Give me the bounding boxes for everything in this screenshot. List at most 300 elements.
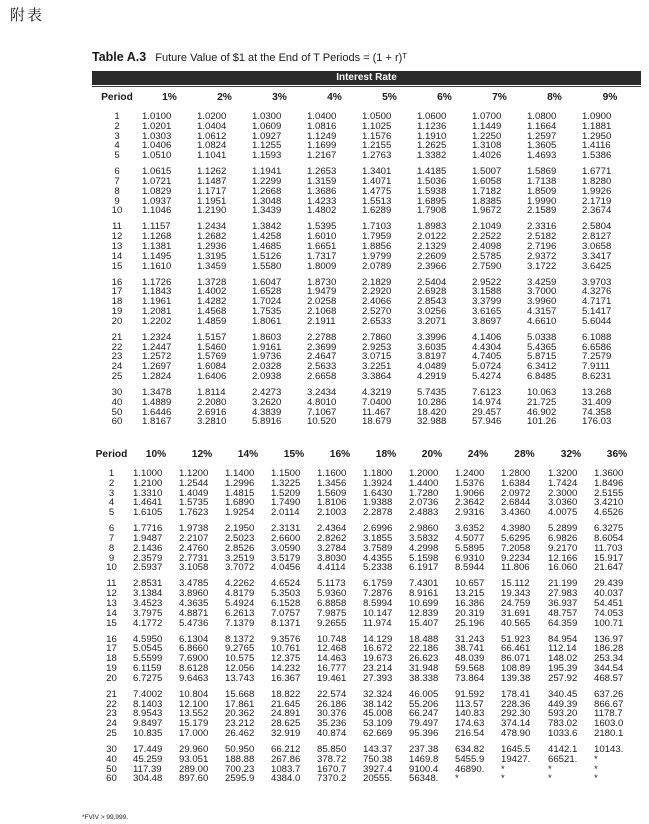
value-cell: 6.3412 <box>527 361 557 373</box>
period-cell: 18 <box>111 296 123 308</box>
value-cell: 66.212 <box>271 743 301 755</box>
value-cell: 2.9316 <box>455 507 485 519</box>
value-cell: 1.5157 <box>197 331 227 343</box>
value-cell: 3.5179 <box>271 552 301 564</box>
value-cell: 1.8009 <box>307 260 337 272</box>
value-cell: 86.071 <box>501 653 531 665</box>
value-cell: 31.243 <box>455 633 485 645</box>
footnote: *FVIV > 99,999. <box>82 814 129 821</box>
value-cell: 1.2763 <box>362 150 392 162</box>
value-cell: 7.9111 <box>582 361 610 373</box>
period-cell: 24 <box>111 361 123 373</box>
value-cell: 1.5209 <box>271 487 301 499</box>
value-cell: 1.1381 <box>142 240 172 252</box>
value-cell: 378.72 <box>317 753 347 765</box>
value-cell: 16.672 <box>363 643 393 655</box>
value-cell: 1083.7 <box>271 763 301 775</box>
value-cell: 1.1200 <box>179 467 209 479</box>
value-cell: 1.3108 <box>472 140 502 152</box>
value-cell: 3.4360 <box>501 507 531 519</box>
value-cell: 38.741 <box>455 643 485 655</box>
value-cell: 1.7716 <box>133 523 163 535</box>
period-cell: 9 <box>108 552 115 564</box>
value-cell: 2.6600 <box>271 532 301 544</box>
value-cell: 23.212 <box>225 718 255 730</box>
value-cell: 32.324 <box>363 688 393 700</box>
value-cell: 1.7024 <box>252 296 282 308</box>
value-cell: 1.2155 <box>362 140 392 152</box>
value-cell: 2.9253 <box>362 341 392 353</box>
value-cell: 1.1593 <box>252 150 282 162</box>
value-cell: 1.9254 <box>225 507 255 519</box>
value-cell: 304.48 <box>133 773 163 785</box>
value-cell: 1.0303 <box>142 130 172 142</box>
value-cell: 2.4760 <box>179 542 209 554</box>
value-cell: 1.4775 <box>362 185 392 197</box>
period-cell: 21 <box>106 688 117 700</box>
value-cell: 59.568 <box>455 663 485 675</box>
value-cell: 4.3157 <box>527 306 557 318</box>
header-rate: 18% <box>375 449 397 460</box>
value-cell: 1.2202 <box>142 315 172 327</box>
value-cell: 10.657 <box>455 578 485 590</box>
value-cell: 4.4114 <box>317 562 346 574</box>
value-cell: 1670.7 <box>317 763 347 775</box>
value-cell: 1.0404 <box>197 120 227 132</box>
value-cell: 13.743 <box>225 672 255 684</box>
value-cell: 1.8061 <box>252 315 282 327</box>
value-cell: 14.129 <box>363 633 393 645</box>
value-cell: 1.0700 <box>472 110 502 122</box>
value-cell: 51.923 <box>501 633 531 645</box>
value-cell: 4.3839 <box>252 406 282 418</box>
value-cell: 7370.2 <box>317 773 347 785</box>
value-cell: * <box>594 763 598 775</box>
divider <box>92 86 641 87</box>
value-cell: 1.9926 <box>582 185 612 197</box>
header-rate: 20% <box>421 449 443 460</box>
value-cell: 1.2400 <box>455 467 485 479</box>
value-cell: 5.6295 <box>501 532 531 544</box>
value-cell: 2.8531 <box>133 578 163 590</box>
value-cell: 1.1236 <box>417 120 447 132</box>
value-cell: 1.4641 <box>133 497 163 509</box>
value-cell: 1.8496 <box>594 477 624 489</box>
value-cell: 637.26 <box>594 688 624 700</box>
value-cell: 12.375 <box>271 653 301 665</box>
value-cell: 1.6528 <box>252 286 282 298</box>
value-cell: 1.0824 <box>197 140 227 152</box>
value-cell: 1.6771 <box>582 166 612 178</box>
value-cell: 1.1500 <box>271 467 301 479</box>
value-cell: 5.1417 <box>582 306 612 318</box>
value-cell: 1.8114 <box>197 386 226 398</box>
header-rate: 32% <box>560 449 582 460</box>
value-cell: 1.2824 <box>142 371 172 383</box>
value-cell: 19.343 <box>501 588 531 600</box>
value-cell: 2.5023 <box>225 532 255 544</box>
value-cell: 8.1403 <box>133 698 163 710</box>
value-cell: 13.552 <box>179 708 209 720</box>
value-cell: 7.9875 <box>317 607 347 619</box>
value-cell: 2.1003 <box>317 507 347 519</box>
header-rate: 36% <box>606 449 628 460</box>
period-cell: 23 <box>106 708 117 720</box>
period-cell: 17 <box>106 643 117 655</box>
value-cell: 2.0736 <box>409 497 439 509</box>
period-cell: 24 <box>106 718 117 730</box>
value-cell: 1.4233 <box>307 195 337 207</box>
table-row <box>92 262 638 272</box>
header-rate: 1% <box>162 92 177 103</box>
value-cell: 4.3276 <box>582 286 612 298</box>
value-cell: 62.669 <box>363 728 393 740</box>
value-cell: 2.1329 <box>417 240 447 252</box>
value-cell: 1.3686 <box>307 185 337 197</box>
value-cell: 1.1843 <box>142 286 172 298</box>
value-cell: 40.874 <box>317 728 347 740</box>
value-cell: 1.2000 <box>409 467 439 479</box>
value-cell: 8.6231 <box>582 371 612 383</box>
value-cell: 2.0114 <box>271 507 300 519</box>
value-cell: 1.4185 <box>417 166 447 178</box>
value-cell: 3.6425 <box>582 260 612 272</box>
value-cell: 15.917 <box>594 552 624 564</box>
value-cell: 2.4364 <box>317 523 347 535</box>
period-cell: 1 <box>114 110 120 122</box>
value-cell: 186.28 <box>594 643 624 655</box>
value-cell: 8.1372 <box>225 633 255 645</box>
header-rate: 12% <box>191 449 213 460</box>
value-cell: 10.835 <box>133 728 163 740</box>
value-cell: 1.1255 <box>252 140 282 152</box>
value-cell: 2.2920 <box>362 286 392 298</box>
value-cell: 19.461 <box>317 672 347 684</box>
value-cell: 7.1379 <box>225 617 255 629</box>
value-cell: 101.26 <box>527 416 557 428</box>
value-cell: 4.5077 <box>455 532 485 544</box>
value-cell: 64.359 <box>548 617 578 629</box>
period-cell: 9 <box>114 195 120 207</box>
value-cell: 9.2765 <box>225 643 255 655</box>
table-row <box>92 317 638 327</box>
value-cell: 10.748 <box>317 633 347 645</box>
value-cell: 2.5937 <box>133 562 163 574</box>
value-cell: 1.7182 <box>472 185 502 197</box>
value-cell: 1.1610 <box>142 260 172 272</box>
value-cell: 1.4026 <box>472 150 502 162</box>
header-rate: 2% <box>217 92 232 103</box>
period-cell: 11 <box>112 221 122 233</box>
value-cell: 700.23 <box>225 763 255 775</box>
period-cell: 50 <box>106 763 117 775</box>
value-cell: 4.6526 <box>594 507 624 519</box>
value-cell: 2.6916 <box>197 406 227 418</box>
value-cell: 1.0100 <box>142 110 172 122</box>
value-cell: 1.4400 <box>409 477 439 489</box>
value-cell: 2.0789 <box>362 260 392 272</box>
value-cell: 1.2625 <box>417 140 447 152</box>
value-cell: 5.0724 <box>472 361 502 373</box>
value-cell: 1.1726 <box>142 276 172 288</box>
value-cell: 5.4365 <box>527 341 557 353</box>
value-cell: 1.1400 <box>225 467 255 479</box>
period-cell: 17 <box>111 286 123 298</box>
value-cell: 15.179 <box>179 718 209 730</box>
value-cell: 1.3048 <box>252 195 282 207</box>
value-cell: 1.2653 <box>307 166 337 178</box>
value-cell: 1.4693 <box>527 150 557 162</box>
value-cell: 2.1911 <box>307 315 336 327</box>
value-cell: 449.39 <box>548 698 578 710</box>
period-cell: 60 <box>111 416 123 428</box>
table-header-row <box>90 450 640 460</box>
value-cell: 1.1041 <box>197 150 227 162</box>
value-cell: 40.565 <box>501 617 531 629</box>
value-cell: 3.3864 <box>362 371 392 383</box>
value-cell: 1.1046 <box>142 205 172 217</box>
value-cell: 12.839 <box>409 607 439 619</box>
value-cell: 6.8660 <box>179 643 209 655</box>
value-cell: 4.4304 <box>472 341 502 353</box>
period-cell: 25 <box>106 728 117 740</box>
value-cell: 1.1699 <box>307 140 337 152</box>
value-cell: 2.5270 <box>362 306 392 318</box>
value-cell: 1.1025 <box>362 120 392 132</box>
value-cell: 1.2668 <box>252 185 282 197</box>
value-cell: 91.592 <box>455 688 485 700</box>
value-cell: 8.1371 <box>271 617 301 629</box>
value-cell: 2.0972 <box>501 487 531 499</box>
value-cell: 1.0900 <box>582 110 612 122</box>
value-cell: 2.1068 <box>307 306 337 318</box>
value-cell: * <box>501 763 505 775</box>
value-cell: 1.8509 <box>527 185 557 197</box>
value-cell: 45.008 <box>363 708 393 720</box>
value-cell: 11.467 <box>362 406 391 418</box>
value-cell: 73.864 <box>455 672 485 684</box>
value-cell: 9.2234 <box>501 552 531 564</box>
value-cell: 4142.1 <box>548 743 578 755</box>
value-cell: 1.4815 <box>225 487 255 499</box>
period-cell: 15 <box>106 617 117 629</box>
value-cell: 1.2936 <box>197 240 227 252</box>
value-cell: 6.8485 <box>527 371 557 383</box>
table-title <box>92 50 407 64</box>
value-cell: 7.2579 <box>582 351 612 363</box>
value-cell: 1.8167 <box>142 416 172 428</box>
period-cell: 19 <box>111 306 123 318</box>
value-cell: 20.362 <box>225 708 255 720</box>
header-rate: 4% <box>327 92 342 103</box>
value-cell: 3.2784 <box>317 542 347 554</box>
value-cell: 289.00 <box>179 763 209 775</box>
value-cell: 3.2071 <box>417 315 447 327</box>
value-cell: 1.2800 <box>501 467 531 479</box>
value-cell: 27.393 <box>363 672 393 684</box>
value-cell: 1.6047 <box>252 276 282 288</box>
value-cell: 1.5460 <box>197 341 227 353</box>
value-cell: 2.2107 <box>179 532 209 544</box>
value-cell: 17.861 <box>225 698 255 710</box>
value-cell: 35.236 <box>317 718 347 730</box>
value-cell: 5.2338 <box>363 562 393 574</box>
value-cell: 55.206 <box>409 698 439 710</box>
value-cell: 24.891 <box>271 708 301 720</box>
value-cell: 1.2167 <box>307 150 337 162</box>
value-cell: 1.1951 <box>197 195 227 207</box>
value-cell: 1645.5 <box>501 743 531 755</box>
value-cell: 1.6384 <box>501 477 531 489</box>
value-cell: 1.0816 <box>307 120 337 132</box>
value-cell: 7.2876 <box>363 588 393 600</box>
value-cell: 8.9161 <box>409 588 439 600</box>
value-cell: 31.691 <box>501 607 531 619</box>
value-cell: 2.8526 <box>225 542 255 554</box>
value-cell: 468.57 <box>594 672 624 684</box>
value-cell: 1178.7 <box>594 708 623 720</box>
value-cell: 95.396 <box>409 728 439 740</box>
value-cell: 1.2324 <box>142 331 172 343</box>
value-cell: 1.2447 <box>142 341 172 353</box>
value-cell: 1.5609 <box>317 487 347 499</box>
value-cell: 2.8127 <box>582 231 612 243</box>
value-cell: 1.6890 <box>225 497 255 509</box>
value-cell: 21.725 <box>527 396 557 408</box>
value-cell: 5.4924 <box>225 597 255 609</box>
value-cell: 1.2190 <box>197 205 227 217</box>
value-cell: 2.3699 <box>307 341 337 353</box>
value-cell: 2.2788 <box>307 331 337 343</box>
value-cell: 15.668 <box>225 688 255 700</box>
period-cell: 8 <box>108 542 115 554</box>
value-cell: 2.9522 <box>472 276 502 288</box>
value-cell: 253.34 <box>594 653 624 665</box>
value-cell: 4.6524 <box>271 578 301 590</box>
table-caption: Future Value of $1 at the End of T Periods = (1 + r)ᵀ <box>155 52 408 64</box>
value-cell: 29.457 <box>472 406 502 418</box>
value-cell: 2.2878 <box>363 507 393 519</box>
table-row <box>90 774 640 784</box>
value-cell: 2.8262 <box>317 532 347 544</box>
value-cell: 6.1304 <box>179 633 209 645</box>
value-cell: 2.5404 <box>417 276 447 288</box>
value-cell: 1.9736 <box>252 351 282 363</box>
value-cell: 1.8280 <box>582 175 612 187</box>
value-cell: 1.3401 <box>362 166 392 178</box>
value-cell: 1.4282 <box>197 296 227 308</box>
value-cell: 1.0510 <box>142 150 172 162</box>
value-cell: 31.409 <box>582 396 612 408</box>
value-cell: 31.948 <box>409 663 439 675</box>
value-cell: 1.6058 <box>472 175 502 187</box>
value-cell: 1.3200 <box>548 467 578 479</box>
value-cell: 1.3728 <box>197 276 227 288</box>
value-cell: 3.2620 <box>252 396 282 408</box>
value-cell: 46890. <box>455 763 485 775</box>
value-cell: 2.1589 <box>527 205 557 217</box>
value-cell: 2.4273 <box>252 386 282 398</box>
value-cell: 2.3642 <box>455 497 485 509</box>
header-rate: 6% <box>437 92 452 103</box>
period-cell: 10 <box>111 205 123 217</box>
period-cell: 30 <box>106 743 117 755</box>
period-cell: 7 <box>108 532 115 544</box>
value-cell: 10143. <box>594 743 624 755</box>
value-cell: 21.647 <box>594 562 624 574</box>
value-cell: 1.3842 <box>252 221 282 233</box>
value-cell: * <box>501 773 505 785</box>
value-cell: 136.97 <box>594 633 624 645</box>
value-cell: 1.9799 <box>362 250 392 262</box>
value-cell: 1.9161 <box>252 341 282 353</box>
value-cell: 113.57 <box>455 698 484 710</box>
value-cell: 1.0927 <box>252 130 282 142</box>
period-cell: 13 <box>111 240 123 252</box>
value-cell: 36.937 <box>548 597 578 609</box>
value-cell: 3.4523 <box>133 597 163 609</box>
value-cell: 1.2544 <box>179 477 209 489</box>
header-rate: 16% <box>329 449 351 460</box>
value-cell: 8.5944 <box>455 562 485 574</box>
value-cell: 1.8603 <box>252 331 282 343</box>
value-cell: 7.4301 <box>409 578 439 590</box>
value-cell: 3.2251 <box>362 361 392 373</box>
value-cell: 3.0256 <box>417 306 447 318</box>
value-cell: 1.2950 <box>582 130 612 142</box>
value-cell: 1.6446 <box>142 406 172 418</box>
value-cell: 1.3605 <box>527 140 557 152</box>
value-cell: 3.0715 <box>362 351 392 363</box>
value-cell: 1.1717 <box>197 185 227 197</box>
value-cell: 21.645 <box>271 698 301 710</box>
value-cell: 2.0258 <box>307 296 337 308</box>
value-cell: 2.3316 <box>527 221 557 233</box>
value-cell: 18.679 <box>362 416 392 428</box>
value-cell: 3.8697 <box>472 315 502 327</box>
value-cell: 26.462 <box>225 728 255 740</box>
value-cell: 148.02 <box>548 653 578 665</box>
value-cell: 1.2434 <box>197 221 227 233</box>
value-cell: 2180.1 <box>594 728 624 740</box>
header-rate: 7% <box>492 92 507 103</box>
value-cell: 1.1249 <box>307 130 337 142</box>
value-cell: 2.6996 <box>363 523 393 535</box>
value-cell: 2.0122 <box>417 231 447 243</box>
value-cell: 3.9703 <box>582 276 612 288</box>
value-cell: 3.2519 <box>225 552 255 564</box>
value-cell: 140.83 <box>455 708 485 720</box>
value-cell: 3.6035 <box>417 341 447 353</box>
value-cell: 8.6054 <box>594 532 624 544</box>
value-cell: 1.3225 <box>271 477 301 489</box>
value-cell: 1.7103 <box>362 221 392 233</box>
value-cell: 18.822 <box>271 688 301 700</box>
period-cell: 20 <box>106 672 117 684</box>
value-cell: 2595.9 <box>225 773 255 785</box>
value-cell: 6.1759 <box>363 578 393 590</box>
value-cell: 1.1487 <box>197 175 227 187</box>
header-period: Period <box>95 449 128 460</box>
value-cell: 1.8385 <box>472 195 502 207</box>
value-cell: 23.214 <box>363 663 393 675</box>
value-cell: 4.8871 <box>179 607 209 619</box>
value-cell: 79.497 <box>409 718 439 730</box>
value-cell: 5.5895 <box>455 542 485 554</box>
value-cell: 3.6165 <box>472 306 502 318</box>
value-cell: 2.1436 <box>133 542 163 554</box>
value-cell: 1.1664 <box>527 120 557 132</box>
